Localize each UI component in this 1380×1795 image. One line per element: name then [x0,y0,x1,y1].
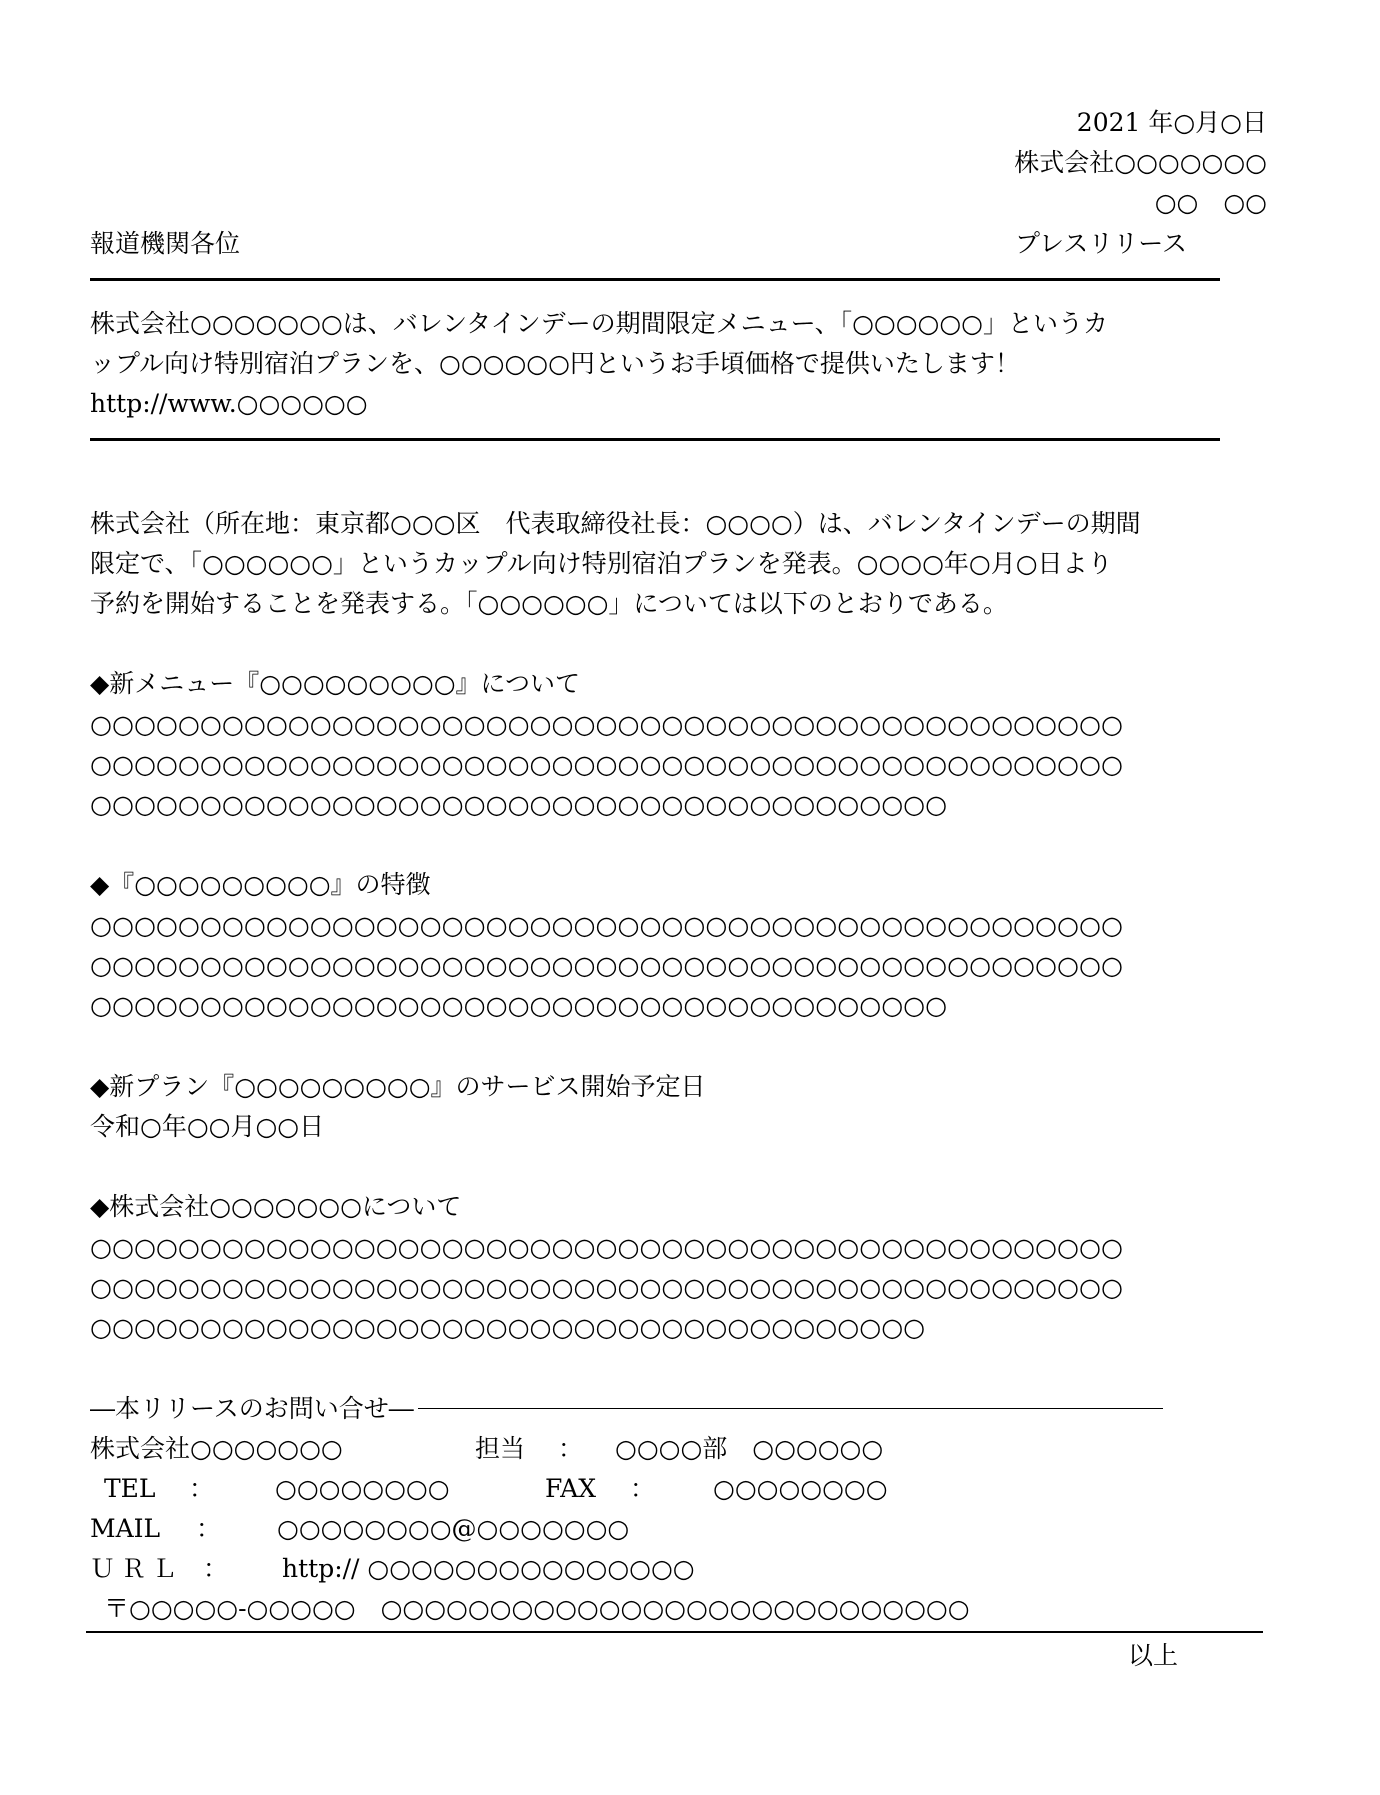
section-body-line: ○○○○○○○○○○○○○○○○○○○○○○○○○○○○○○○○○○○○○○○○○○○○○○○ [90,1235,1123,1261]
section-body-line: ○○○○○○○○○○○○○○○○○○○○○○○○○○○○○○○○○○○○○○○ [90,792,948,818]
contact-tantou-label: 担当 [475,1434,526,1463]
summary-line-1: 株式会社○○○○○○○は、バレンタインデーの期間限定メニュー、「○○○○○○」というカ [90,309,1108,338]
fax-label: FAX [545,1474,597,1503]
intro-line-3: 予約を開始することを発表する。「○○○○○○」については以下のとおりである。 [90,589,1008,618]
summary-line-2: ップル向け特別宿泊プランを、○○○○○○円というお手頃価格で提供いたします！ [90,349,1020,378]
contact-colon: ： [196,1514,222,1543]
start-date-value: 令和○年○○月○○日 [90,1112,325,1141]
summary-url: http://www.○○○○○○ [90,389,368,418]
url-label: ＵＲＬ [90,1554,184,1583]
section-body-line: ○○○○○○○○○○○○○○○○○○○○○○○○○○○○○○○○○○○○○○○○○○○○○○○ [90,913,1123,939]
contact-colon: ： [203,1554,229,1583]
section-body-line: ○○○○○○○○○○○○○○○○○○○○○○○○○○○○○○○○○○○○○○○ [90,993,948,1019]
bottom-rule [86,1631,1263,1633]
section-heading-new-menu: ◆新メニュー『○○○○○○○○○』について [90,669,581,698]
closing-text: 以上 [1128,1641,1179,1670]
contact-colon: ： [558,1434,584,1463]
top-rule [90,278,1220,281]
section-heading-start-date: ◆新プラン『○○○○○○○○○』のサービス開始予定日 [90,1072,706,1101]
section-body-line: ○○○○○○○○○○○○○○○○○○○○○○○○○○○○○○○○○○○○○○ [90,1315,926,1341]
section-heading-about-company: ◆株式会社○○○○○○○について [90,1192,462,1221]
address: 〒○○○○○-○○○○○ ○○○○○○○○○○○○○○○○○○○○○○○○○○○ [104,1594,970,1623]
section-heading-features: ◆『○○○○○○○○○』の特徴 [90,870,431,899]
document-type: プレスリリース [1015,229,1188,258]
url-value: http:// ○○○○○○○○○○○○○○○ [282,1554,695,1583]
contact-title: ―本リリースのお問い合せ― [90,1394,414,1423]
recipient: 報道機関各位 [90,229,241,258]
contact-colon: ： [630,1474,656,1503]
contact-dept: ○○○○部 ○○○○○○ [615,1434,884,1463]
intro-line-2: 限定で、「○○○○○○」というカップル向け特別宿泊プランを発表。○○○○年○月○日より [90,549,1113,578]
intro-line-1: 株式会社（所在地：東京都○○○区 代表取締役社長：○○○○）は、バレンタインデーの期間 [90,509,1141,538]
contact-colon: ： [189,1474,215,1503]
section-body-line: ○○○○○○○○○○○○○○○○○○○○○○○○○○○○○○○○○○○○○○○○○○○○○○○ [90,953,1123,979]
date: 2021 年○月○日 [1076,108,1267,137]
fax-value: ○○○○○○○○ [713,1474,888,1503]
tel-label: TEL [104,1474,156,1503]
contact-title-rule [418,1408,1163,1409]
summary-rule [90,438,1220,441]
person-name: ○○ ○○ [1154,188,1267,217]
tel-value: ○○○○○○○○ [275,1474,450,1503]
contact-company: 株式会社○○○○○○○ [90,1434,343,1463]
section-body-line: ○○○○○○○○○○○○○○○○○○○○○○○○○○○○○○○○○○○○○○○○○○○○○○○ [90,752,1123,778]
section-body-line: ○○○○○○○○○○○○○○○○○○○○○○○○○○○○○○○○○○○○○○○○○○○○○○○ [90,712,1123,738]
mail-label: MAIL [90,1514,161,1543]
section-body-line: ○○○○○○○○○○○○○○○○○○○○○○○○○○○○○○○○○○○○○○○○○○○○○○○ [90,1275,1123,1301]
company-name: 株式会社○○○○○○○ [1014,148,1267,177]
mail-value: ○○○○○○○○@○○○○○○○ [277,1514,630,1543]
